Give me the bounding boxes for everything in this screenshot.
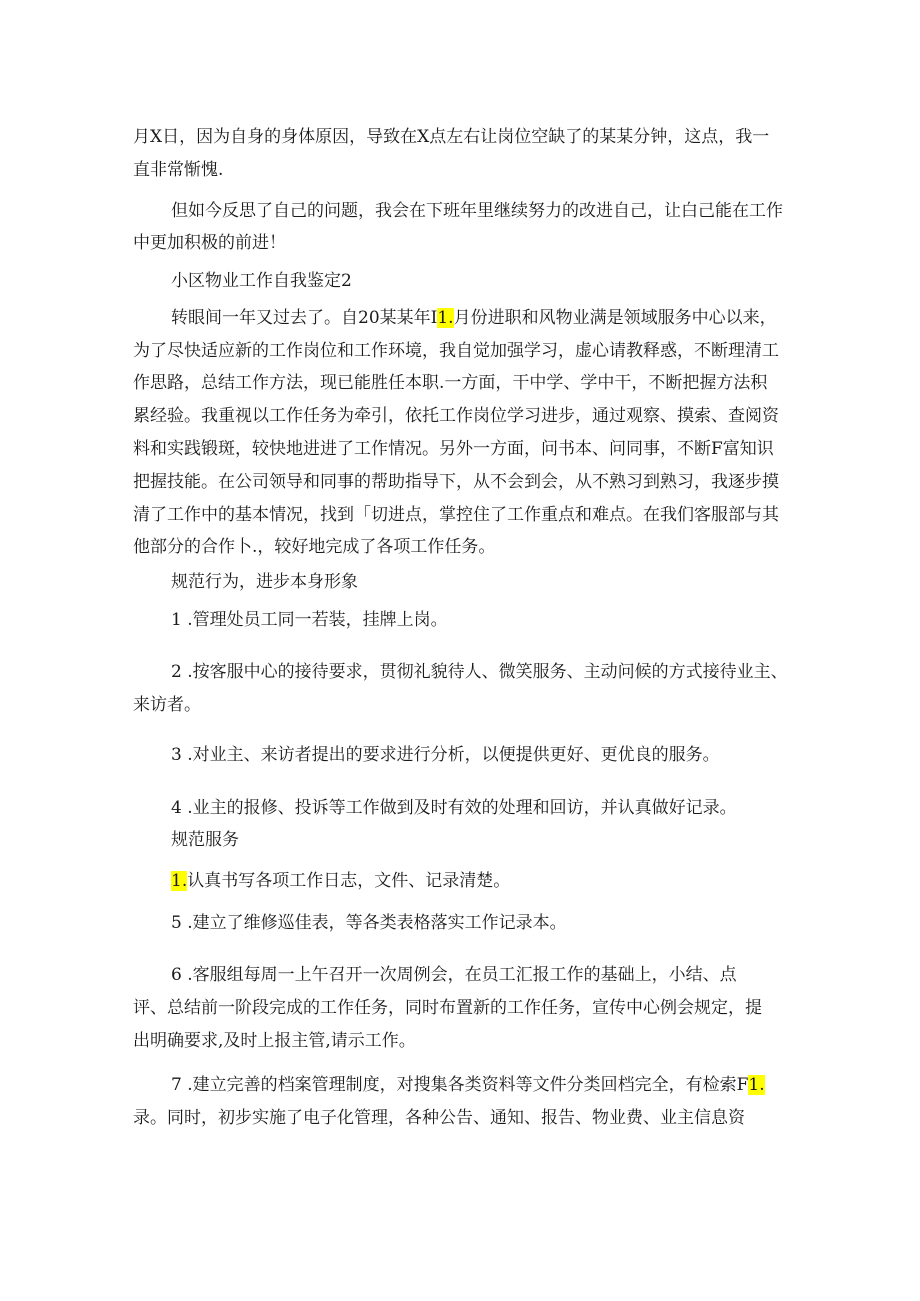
behavior-item-3: 3 .对业主、来访者提出的要求进行分析，以便提供更好、更优良的服务。 bbox=[171, 745, 720, 765]
paragraph-3-line-4: 累经验。我重视以工作任务为牵引，依托工作岗位学习进步，通过观察、摸索、查阅资 bbox=[133, 406, 779, 426]
highlight-mark: 1. bbox=[437, 308, 454, 328]
paragraph-3-line-1-pre: 转眼间一年又过去了。自20某某年I bbox=[171, 308, 438, 328]
service-item-6-line-2: 评、总结前一阶段完成的工作任务，同时布置新的工作任务，宣传中心例会规定，提 bbox=[133, 998, 762, 1018]
paragraph-1-line-2: 直非常惭愧. bbox=[133, 160, 224, 180]
behavior-item-4: 4 .业主的报修、投诉等工作做到及时有效的处理和回访，并认真做好记录。 bbox=[171, 798, 737, 818]
service-item-1-text: 认真书写各项工作日志，文件、记录清楚。 bbox=[187, 871, 511, 891]
service-item-5: 5 .建立了维修巡佳表，等各类表格落实工作记录本。 bbox=[171, 913, 567, 933]
highlight-mark: 1. bbox=[171, 871, 188, 891]
section-2-title: 小区物业工作自我鉴定2 bbox=[171, 271, 352, 291]
behavior-item-1: 1 .管理处员工同一若装，挂牌上岗。 bbox=[171, 610, 448, 630]
behavior-item-2-line-2: 来访者。 bbox=[133, 695, 201, 715]
paragraph-3-line-2: 为了尽快适应新的工作岗位和工作环境，我自觉加强学习，虚心请教释惑，不断理清工 bbox=[133, 341, 779, 361]
service-item-6-line-1: 6 .客服组每周一上午召开一次周例会，在员工汇报工作的基础上，小结、点 bbox=[171, 965, 737, 985]
paragraph-3-line-1 bbox=[171, 303, 777, 334]
paragraph-3-line-1-post: 月份进职和风物业满是领域服务中心以来， bbox=[453, 308, 777, 328]
heading-behavior: 规范行为，进步本身形象 bbox=[171, 572, 358, 592]
service-item-7-line-1 bbox=[171, 1070, 765, 1101]
heading-service: 规范服务 bbox=[171, 830, 239, 850]
highlight-mark: 1. bbox=[748, 1075, 765, 1095]
paragraph-3-line-5: 料和实践锻斑，较快地进进了工作情况。另外一方面，问书本、问同事，不断F富知识 bbox=[133, 439, 774, 459]
paragraph-1-line-1: 月X日，因为自身的身体原因，导致在X点左右让岗位空缺了的某某分钟，这点，我一 bbox=[133, 127, 770, 147]
service-item-1 bbox=[171, 866, 510, 897]
paragraph-2-line-1: 但如今反思了自己的问题，我会在下班年里继续努力的改进自己，让白己能在工作 bbox=[171, 201, 783, 221]
paragraph-3-line-7: 清了工作中的基本情况，找到「切进点，掌控住了工作重点和难点。在我们客服部与其 bbox=[133, 505, 779, 525]
paragraph-3-line-3: 作思路，总结工作方法，现已能胜任本职.一方面，干中学、学中干，不断把握方法积 bbox=[133, 373, 768, 393]
paragraph-3-line-6: 把握技能。在公司领导和同事的帮助指导下，从不会到会，从不熟习到熟习，我逐步摸 bbox=[133, 472, 779, 492]
behavior-item-2-line-1: 2 .按客服中心的接待要求，贯彻礼貌待人、微笑服务、主动问候的方式接待业主、 bbox=[171, 662, 788, 682]
paragraph-3-line-8: 他部分的合作卜.，较好地完成了各项工作任务。 bbox=[133, 537, 496, 557]
service-item-7-line-2: 录。同时，初步实施了电子化管理，各种公告、通知、报告、物业费、业主信息资 bbox=[133, 1108, 745, 1128]
service-item-7-line-1-pre: 7 .建立完善的档案管理制度，对搜集各类资料等文件分类回档完全，有检索F bbox=[171, 1075, 749, 1095]
paragraph-2-line-2: 中更加积极的前进！ bbox=[133, 233, 286, 253]
service-item-6-line-3: 出明确要求,及时上报主管,请示工作。 bbox=[133, 1031, 416, 1051]
